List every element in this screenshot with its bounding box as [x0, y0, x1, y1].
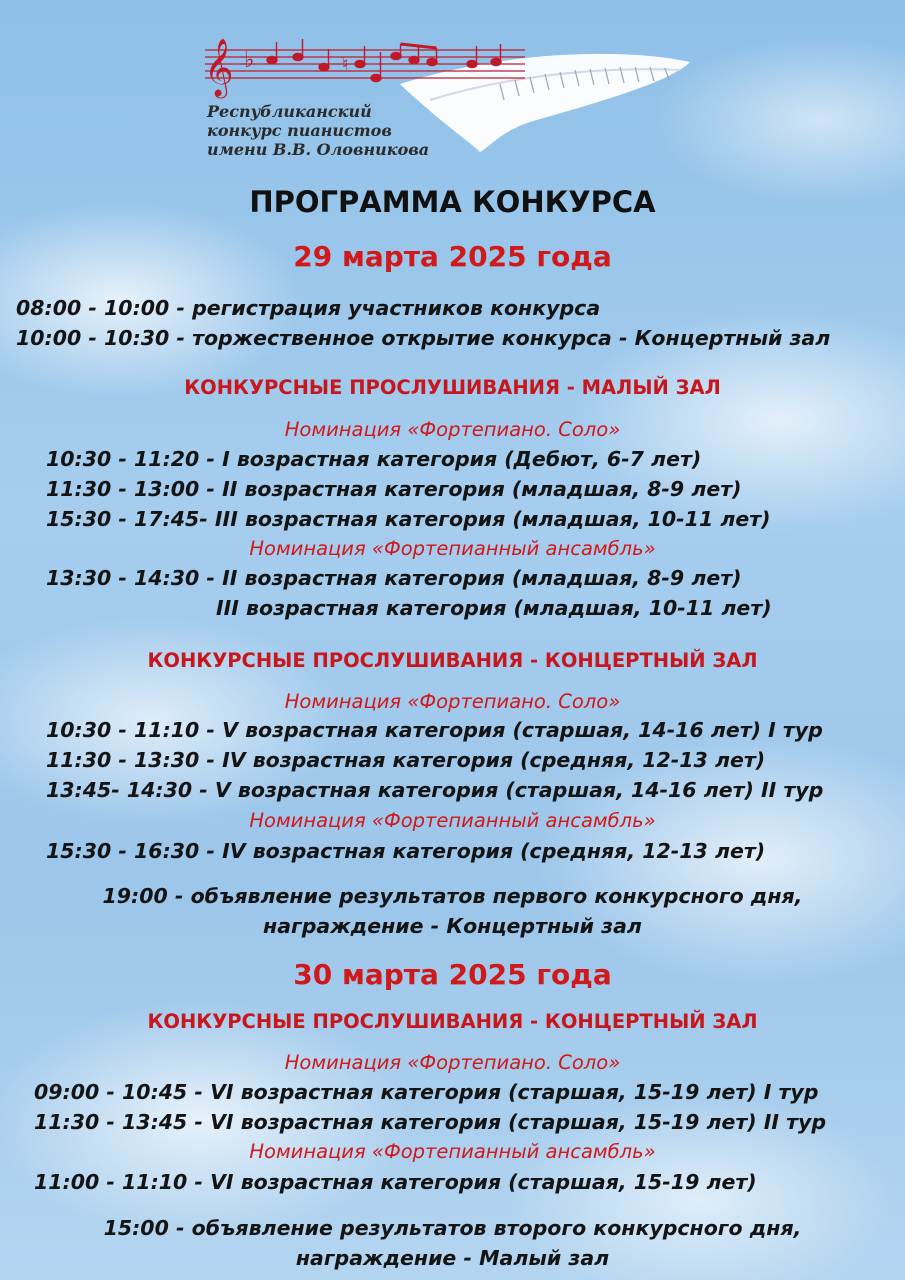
- day1-results-line: 19:00 - объявление результатов первого конкурсного дня,: [102, 884, 803, 908]
- day1-results-line: награждение - Концертный зал: [263, 914, 642, 938]
- schedule-item: 13:30 - 14:30 - II возрастная категория (младшая, 8-9 лет): [46, 566, 742, 590]
- logo-line-1: Республиканский: [207, 102, 372, 121]
- schedule-item: 10:30 - 11:20 - I возрастная категория (Дебют, 6-7 лет): [46, 447, 702, 471]
- competition-logo: [200, 22, 700, 162]
- schedule-item: 11:30 - 13:30 - IV возрастная категория (средняя, 12-13 лет): [46, 748, 766, 772]
- logo-line-3: имени В.В. Оловникова: [207, 140, 430, 159]
- svg-text:♮: ♮: [342, 54, 349, 75]
- schedule-item: 11:00 - 11:10 - VI возрастная категория (старшая, 15-19 лет): [34, 1170, 757, 1194]
- schedule-item: 15:30 - 16:30 - IV возрастная категория (средняя, 12-13 лет): [46, 839, 766, 863]
- day2-date: 30 марта 2025 года: [293, 958, 612, 991]
- day2-concert-hall-header: КОНКУРСНЫЕ ПРОСЛУШИВАНИЯ - КОНЦЕРТНЫЙ ЗАЛ: [147, 1010, 758, 1033]
- day2-ensemble-nomination: Номинация «Фортепианный ансамбль»: [249, 1140, 656, 1163]
- day2-solo-nomination: Номинация «Фортепиано. Соло»: [284, 1051, 621, 1074]
- day1-small-hall-ensemble-nomination: Номинация «Фортепианный ансамбль»: [249, 537, 656, 560]
- day2-results-line: награждение - Малый зал: [295, 1246, 610, 1270]
- svg-text:♭: ♭: [244, 48, 255, 73]
- day1-intro-item: 08:00 - 10:00 - регистрация участников конкурса: [16, 296, 601, 320]
- day1-small-hall-header: КОНКУРСНЫЕ ПРОСЛУШИВАНИЯ - МАЛЫЙ ЗАЛ: [184, 376, 721, 399]
- schedule-item: 11:30 - 13:45 - VI возрастная категория (старшая, 15-19 лет) II тур: [34, 1110, 827, 1134]
- day1-intro-item: 10:00 - 10:30 - торжественное открытие конкурса - Концертный зал: [16, 326, 831, 350]
- schedule-item: 09:00 - 10:45 - VI возрастная категория (старшая, 15-19 лет) I тур: [34, 1080, 819, 1104]
- day1-concert-hall-ensemble-nomination: Номинация «Фортепианный ансамбль»: [249, 809, 656, 832]
- schedule-item: 11:30 - 13:00 - II возрастная категория (младшая, 8-9 лет): [46, 477, 742, 501]
- day2-results-line: 15:00 - объявление результатов второго конкурсного дня,: [103, 1216, 802, 1240]
- day1-small-hall-solo-nomination: Номинация «Фортепиано. Соло»: [284, 418, 621, 441]
- page-title: ПРОГРАММА КОНКУРСА: [249, 185, 656, 219]
- schedule-item: 15:30 - 17:45- III возрастная категория (младшая, 10-11 лет): [46, 507, 771, 531]
- day1-concert-hall-header: КОНКУРСНЫЕ ПРОСЛУШИВАНИЯ - КОНЦЕРТНЫЙ ЗАЛ: [147, 649, 758, 672]
- logo-line-2: конкурс пианистов: [207, 121, 392, 140]
- logo-caption: [207, 102, 429, 159]
- schedule-item: 13:45- 14:30 - V возрастная категория (старшая, 14-16 лет) II тур: [46, 778, 824, 802]
- day1-date: 29 марта 2025 года: [293, 240, 612, 273]
- svg-text:𝄞: 𝄞: [204, 38, 234, 96]
- schedule-item: III возрастная категория (младшая, 10-11 лет): [216, 596, 772, 620]
- day1-concert-hall-solo-nomination: Номинация «Фортепиано. Соло»: [284, 690, 621, 713]
- schedule-item: 10:30 - 11:10 - V возрастная категория (старшая, 14-16 лет) I тур: [46, 718, 823, 742]
